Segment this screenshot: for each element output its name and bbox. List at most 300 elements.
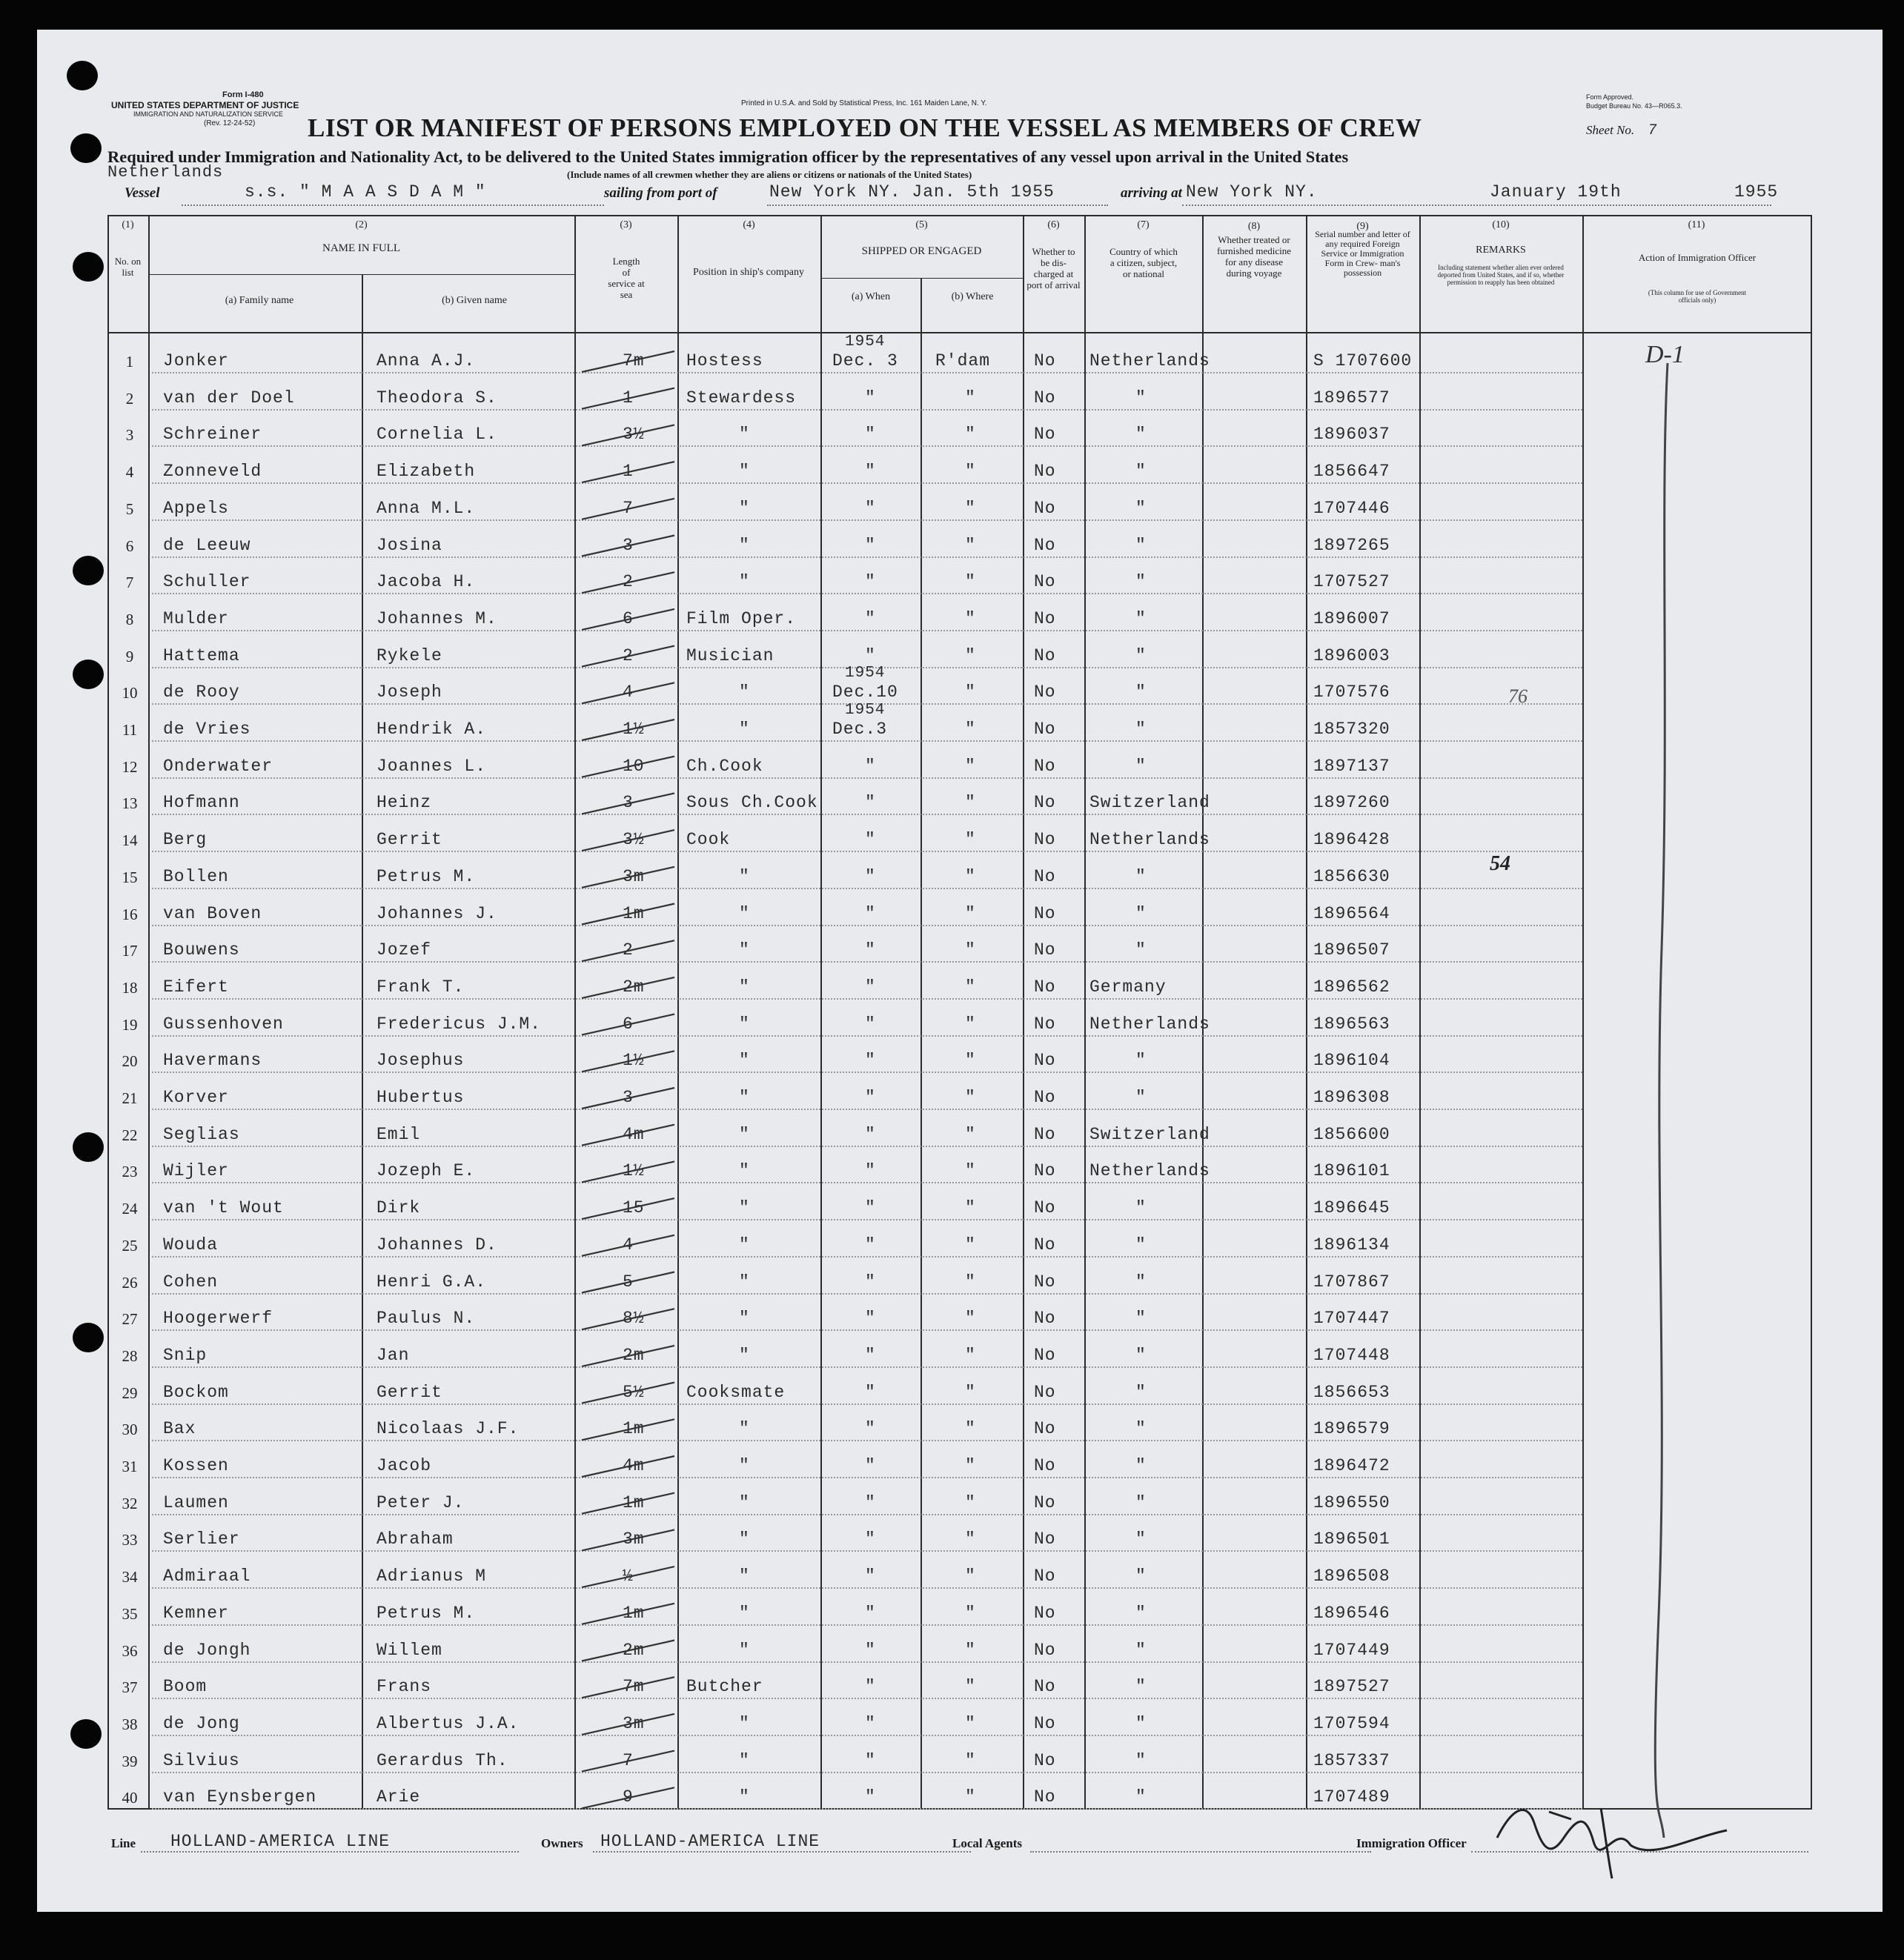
cell-discharge: No — [1034, 1088, 1056, 1107]
remark-76: 76 — [1508, 685, 1527, 707]
manifest-sheet: Form I-480 UNITED STATES DEPARTMENT OF JUSTICE IMMIGRATION AND NATURALIZATION SERVICE (Rev. 12-24-52) Printed in U.S.A. and Sold by Statistical Press, Inc. 161 Maiden Lane, N. Y. Form Approved. Budget Bureau No. 43—R065.3. LIST OR MANIFEST OF PERSONS EMPLOYED ON THE VESSEL AS MEMBERS OF CREW Sheet No. 7 Required under Immigration and Nationality Act, to be delivered to the United States immigration officer by the representatives of any vessel upon arrival in the United States (Include names of all crewmen whether they are aliens or citizens or nationals of the United States) Netherlands Vessel s.s. " M A A S D A M " sailing from port of New York NY. Jan. 5th 1955 arriving at New York NY. January 19th 1955 (1) No. on list (2) NAME IN FULL (a) Family name (b) Given name (3) Length of service at sea (4) Position in ship's company (5) SHIPPED OR ENGAGED (a) When (b) Where (6) Whether to be dis- charged at port of arrival (7) Country of which a citizen, subject, or national (8) Whether treated or furnished medicine for any disease during voyage (9) Serial number and letter of any required Foreign Service or Immigration Form in Crew- man's possession (10) REMARKS Including statement whether alien ever ordered deported from United States, and if so, whether permission to reapply has been obtained (11) Action of Immigration Officer (This column for use of Government officials only) 1 Jonker Anna A.J. 7m Hostess Dec. 3 R'dam No Netherlands S 1707600 1954 2 van der Doel Theodora S. 1 Stewardess " " No " 1896577 3 Schreiner Cornelia L. 3½ " " " No " 1896037 4 Zonneveld Elizabeth 1 " " " No " 1856647 5 Appels Anna M.L. 7 " " " No " 1707446 6 de Leeuw Josina 3 " " " No " 1897265 7 Schuller Jacoba H. 2 " " " No " 1707527 8 Mulder Johannes M. 6 Film Oper. " " No " 1896007 9 Hattema Rykele 2 Musician " " No " 1896003 10 de Rooy Joseph 4 " Dec.10 " No " 1707576 1954 11 de Vries Hendrik A. 1½ " Dec.3 " No " 1857320 1954 12 Onderwater Joannes L. 10 Ch.Cook " " No " 1897137 13 Hofmann Heinz 3 Sous Ch.Cook " " No Switzerland 1897260 14 Berg Gerrit 3½ Cook " " No Netherlands 1896428 15 Bollen Petrus M. 3m " " " No " 1856630 16 van Boven Johannes J. 1m " " " No " 1896564 17 Bouwens Jozef 2 " " " No " 1896507 18 Eifert Frank T. 2m " " " No Germany 1896562 19 Gussenhoven Fredericus J.M. 6 " " " No Netherlands 1896563 20 Havermans Josephus 1½ " " " No " 1896104 21 Korver Hubertus 3 " " " No " 1896308 22 Seglias Emil 4m " " " No Switzerland 1856600 23 Wijler Jozeph E. 1½ " " " No Netherlands 1896101 24 van 't Wout Dirk 15 " " " No " 1896645 25 Wouda Johannes D. 4 " " " No " 1896134 26 Cohen Henri G.A. 5 " " " No " 1707867 27 Hoogerwerf Paulus N. 8½ " " " No " 1707447 28 Snip Jan 2m " " " No " 1707448 29 Bockom Gerrit 5½ Cooksmate " " No " 1856653 30 Bax Nicolaas J.F. 1m " " " No " 1896579 31 Kossen Jacob 4m " " " No " 1896472 32 Laumen Peter J. 1m " " " No " 1896550 33 Serlier Abraham 3m " " " No " 1896501 34 Admiraal Adrianus M ½ " " " No " 1896508 35 Kemner Petrus M. 1m " " " No " 1896546 36 de Jongh Willem 2m " " " No " 1707449 37 Boom Frans 7m Butcher " " No " 1897527 38 de Jong Albertus J.A. 3m " " " No " 1707594 39 Silvius Gerardus Th. 7 " " " No " 1857337 40 van Eynsbergen Arie 9 " " " No " 1707489 D-1 76 54 Line HOLLAND-AMERICA LINE Owners HOLLAND-AMERICA LINE Local Agents Immigration Officer — [37, 30, 1883, 1912]
cell-when: " — [865, 1382, 876, 1402]
form-revision: (Rev. 12-24-52) — [204, 119, 256, 127]
cell-given: Rykele — [377, 645, 442, 665]
cell-length: 3m — [623, 1713, 645, 1733]
printer-credit: Printed in U.S.A. and Sold by Statistical Press, Inc. 161 Maiden Lane, N. Y. — [741, 99, 987, 107]
cell-serial: 1707449 — [1313, 1640, 1390, 1660]
row-number: 23 — [122, 1163, 138, 1181]
row-number: 10 — [122, 684, 138, 702]
cell-family: Hattema — [163, 645, 240, 665]
row-number: 20 — [122, 1052, 138, 1071]
cell-serial: 1707594 — [1313, 1713, 1390, 1733]
cell-when: " — [865, 1088, 876, 1107]
cell-country: " — [1135, 1051, 1147, 1071]
cell-given: Hubertus — [377, 1088, 465, 1107]
cell-length: 5½ — [623, 1382, 645, 1402]
col-header-given: (b) Given name — [442, 295, 507, 306]
cell-position: " — [739, 1309, 750, 1329]
cell-discharge: No — [1034, 940, 1056, 960]
cell-country: " — [1135, 1677, 1147, 1697]
service-name: IMMIGRATION AND NATURALIZATION SERVICE — [133, 110, 283, 118]
cell-country: " — [1135, 425, 1147, 445]
cell-where: " — [965, 498, 976, 518]
cell-country: " — [1135, 1529, 1147, 1549]
row-number: 9 — [125, 647, 134, 665]
cell-given: Cornelia L. — [377, 425, 497, 445]
cell-family: Cohen — [163, 1272, 219, 1292]
cell-where: R'dam — [935, 351, 991, 371]
cell-when: " — [865, 1198, 876, 1218]
cell-serial: 1896037 — [1313, 425, 1390, 445]
col-header-medicine: Whether treated or furnished medicine for any disease during voyage — [1217, 234, 1291, 279]
cell-where: " — [965, 1456, 976, 1475]
cell-position: " — [739, 1014, 750, 1034]
cell-where: " — [965, 388, 976, 408]
cell-discharge: No — [1034, 756, 1056, 776]
cell-position: Film Oper. — [686, 608, 797, 628]
length-tick — [582, 1529, 674, 1550]
cell-where: " — [965, 608, 976, 628]
cell-discharge: No — [1034, 1382, 1056, 1402]
length-tick — [582, 1161, 674, 1182]
cell-family: Bouwens — [163, 940, 240, 960]
col-header-family: (a) Family name — [225, 295, 294, 306]
cell-when-year: 1954 — [845, 333, 886, 351]
cell-given: Gerardus Th. — [377, 1750, 508, 1770]
cell-given: Hendrik A. — [377, 720, 487, 739]
sheet-number: 7 — [1648, 122, 1658, 139]
cell-country: " — [1135, 535, 1147, 555]
row-number: 21 — [122, 1089, 138, 1107]
cell-discharge: No — [1034, 1750, 1056, 1770]
length-tick — [582, 1677, 674, 1698]
length-tick — [582, 1419, 674, 1440]
row-number: 22 — [122, 1126, 138, 1144]
row-number: 3 — [125, 426, 134, 445]
row-number: 33 — [122, 1531, 138, 1549]
cell-country: " — [1135, 1088, 1147, 1107]
cell-where: " — [965, 1088, 976, 1107]
cell-position: " — [739, 1235, 750, 1255]
cell-where: " — [965, 1309, 976, 1329]
cell-position: Sous Ch.Cook — [686, 793, 818, 813]
cell-family: Boom — [163, 1677, 208, 1697]
length-tick — [582, 1714, 674, 1735]
col-header-no: No. on list — [114, 256, 142, 278]
cell-serial: 1896472 — [1313, 1456, 1390, 1475]
cell-serial: 1856653 — [1313, 1382, 1390, 1402]
cell-family: Jonker — [163, 351, 229, 371]
cell-given: Johannes J. — [377, 903, 497, 923]
cell-country: " — [1135, 866, 1147, 886]
cell-family: Havermans — [163, 1051, 262, 1071]
length-tick — [582, 1088, 674, 1109]
length-tick — [582, 867, 674, 888]
cell-serial: 1896101 — [1313, 1161, 1390, 1181]
row-number: 1 — [125, 353, 134, 371]
cell-discharge: No — [1034, 1309, 1056, 1329]
cell-when: " — [865, 1419, 876, 1439]
cell-length: 7 — [623, 498, 634, 518]
cell-position: Ch.Cook — [686, 756, 763, 776]
col-header-action-note: (This column for use of Government officials only) — [1648, 289, 1747, 304]
row-number: 38 — [122, 1715, 138, 1733]
cell-when: " — [865, 462, 876, 482]
cell-discharge: No — [1034, 903, 1056, 923]
officer-signature — [1482, 1793, 1764, 1882]
cell-family: Seglias — [163, 1124, 240, 1144]
cell-country: Netherlands — [1089, 1014, 1210, 1034]
cell-family: de Rooy — [163, 682, 240, 702]
cell-discharge: No — [1034, 830, 1056, 850]
cell-length: 7 — [623, 1750, 634, 1770]
col-header-length: Length of service at sea — [608, 256, 645, 300]
cell-position: " — [739, 1567, 750, 1587]
cell-when: " — [865, 388, 876, 408]
cell-position: " — [739, 1272, 750, 1292]
cell-position: Butcher — [686, 1677, 763, 1697]
cell-family: de Jongh — [163, 1640, 251, 1660]
cell-when: " — [865, 1677, 876, 1697]
cell-discharge: No — [1034, 608, 1056, 628]
cell-length: 3m — [623, 866, 645, 886]
cell-country: " — [1135, 1345, 1147, 1365]
cell-country: " — [1135, 1492, 1147, 1512]
cell-when: " — [865, 1345, 876, 1365]
cell-serial: 1707447 — [1313, 1309, 1390, 1329]
cell-family: Kemner — [163, 1603, 229, 1623]
cell-family: van der Doel — [163, 388, 295, 408]
row-number: 31 — [122, 1458, 138, 1475]
cell-serial: 1896562 — [1313, 977, 1390, 997]
cell-position: " — [739, 1051, 750, 1071]
cell-discharge: No — [1034, 1603, 1056, 1623]
cell-length: 1m — [623, 1419, 645, 1439]
cell-serial: 1707576 — [1313, 682, 1390, 702]
cell-where: " — [965, 1272, 976, 1292]
length-tick — [582, 1751, 674, 1772]
cell-family: Appels — [163, 498, 229, 518]
cell-length: 5 — [623, 1272, 634, 1292]
cell-when: " — [865, 1235, 876, 1255]
cell-family: Gussenhoven — [163, 1014, 284, 1034]
cell-discharge: No — [1034, 1345, 1056, 1365]
cell-where: " — [965, 940, 976, 960]
cell-position: " — [739, 720, 750, 739]
cell-length: 1½ — [623, 1051, 645, 1071]
cell-where: " — [965, 756, 976, 776]
cell-length: 9 — [623, 1787, 634, 1807]
cell-when-year: 1954 — [845, 665, 886, 682]
cell-when: " — [865, 1787, 876, 1807]
cell-discharge: No — [1034, 1713, 1056, 1733]
length-tick — [582, 682, 674, 703]
length-tick — [582, 904, 674, 925]
cell-length: 4 — [623, 682, 634, 702]
cell-serial: 1897137 — [1313, 756, 1390, 776]
cell-where: " — [965, 1161, 976, 1181]
length-tick — [582, 940, 674, 961]
cell-given: Fredericus J.M. — [377, 1014, 542, 1034]
cell-when: Dec.10 — [832, 682, 898, 702]
length-tick — [582, 1125, 674, 1146]
cell-where: " — [965, 1677, 976, 1697]
vessel-label: Vessel — [125, 185, 160, 201]
cell-family: Bax — [163, 1419, 196, 1439]
cell-position: " — [739, 1750, 750, 1770]
cell-discharge: No — [1034, 866, 1056, 886]
length-tick — [582, 462, 674, 482]
cell-discharge: No — [1034, 645, 1056, 665]
cell-family: Schuller — [163, 572, 251, 592]
cell-discharge: No — [1034, 1014, 1056, 1034]
cell-position: " — [739, 1787, 750, 1807]
cell-serial: 1896645 — [1313, 1198, 1390, 1218]
cell-family: Serlier — [163, 1529, 240, 1549]
cell-where: " — [965, 720, 976, 739]
cell-discharge: No — [1034, 1677, 1056, 1697]
col-header-name: NAME IN FULL — [322, 242, 400, 254]
cell-serial: 1857320 — [1313, 720, 1390, 739]
cell-length: 8½ — [623, 1309, 645, 1329]
cell-discharge: No — [1034, 682, 1056, 702]
col-header-remarks: REMARKS — [1476, 245, 1526, 256]
cell-discharge: No — [1034, 572, 1056, 592]
cell-country: " — [1135, 1750, 1147, 1770]
action-mark-d1: D-1 — [1645, 341, 1685, 368]
cell-when: " — [865, 1051, 876, 1071]
cell-serial: 1856600 — [1313, 1124, 1390, 1144]
cell-length: 7m — [623, 1677, 645, 1697]
cell-family: Hoogerwerf — [163, 1309, 273, 1329]
row-number: 36 — [122, 1641, 138, 1660]
length-tick — [582, 830, 674, 851]
length-tick — [582, 1014, 674, 1035]
cell-where: " — [965, 425, 976, 445]
cell-where: " — [965, 793, 976, 813]
cell-when: " — [865, 535, 876, 555]
owners-value: HOLLAND-AMERICA LINE — [600, 1832, 820, 1851]
cell-given: Joannes L. — [377, 756, 487, 776]
length-tick-marks — [37, 30, 1883, 1912]
form-approved: Form Approved. — [1586, 93, 1634, 101]
cell-length: 4 — [623, 1235, 634, 1255]
cell-given: Adrianus M — [377, 1567, 487, 1587]
cell-discharge: No — [1034, 720, 1056, 739]
cell-country: " — [1135, 720, 1147, 739]
cell-given: Frank T. — [377, 977, 465, 997]
length-tick — [582, 609, 674, 630]
row-number: 34 — [122, 1568, 138, 1587]
cell-where: " — [965, 1640, 976, 1660]
cell-country: Netherlands — [1089, 351, 1210, 371]
row-number: 17 — [122, 942, 138, 960]
cell-position: " — [739, 1198, 750, 1218]
cell-where: " — [965, 1750, 976, 1770]
cell-position: " — [739, 977, 750, 997]
cell-serial: 1707446 — [1313, 498, 1390, 518]
row-number: 6 — [125, 536, 134, 555]
sailing-label: sailing from port of — [604, 185, 717, 201]
cell-discharge: No — [1034, 793, 1056, 813]
sheet-label-text: Sheet No. — [1586, 123, 1635, 137]
row-number: 37 — [122, 1678, 138, 1697]
col-header-remarks-note: Including statement whether alien ever ordered deported from United States, and if so, whether permission to reapply has been obtained — [1437, 264, 1565, 286]
cell-family: van Eynsbergen — [163, 1787, 317, 1807]
cell-serial: S 1707600 — [1313, 351, 1413, 371]
remark-54: 54 — [1490, 852, 1510, 875]
cell-family: Hofmann — [163, 793, 240, 813]
cell-discharge: No — [1034, 498, 1056, 518]
cell-country: Switzerland — [1089, 1124, 1210, 1144]
cell-when: " — [865, 1161, 876, 1181]
row-number: 5 — [125, 499, 134, 518]
cell-length: 2 — [623, 940, 634, 960]
cell-country: Germany — [1089, 977, 1167, 997]
cell-country: " — [1135, 1713, 1147, 1733]
cell-position: " — [739, 1529, 750, 1549]
cell-length: 2 — [623, 645, 634, 665]
cell-when: " — [865, 1014, 876, 1034]
cell-given: Frans — [377, 1677, 432, 1697]
cell-given: Elizabeth — [377, 462, 476, 482]
cell-where: " — [965, 535, 976, 555]
cell-country: " — [1135, 1456, 1147, 1475]
cell-length: 7m — [623, 351, 645, 371]
cell-country: Switzerland — [1089, 793, 1210, 813]
cell-discharge: No — [1034, 977, 1056, 997]
cell-when: " — [865, 866, 876, 886]
col-header-country: Country of which a citizen, subject, or national — [1109, 246, 1178, 279]
cell-where: " — [965, 572, 976, 592]
row-number: 4 — [125, 463, 134, 482]
row-number: 26 — [122, 1273, 138, 1292]
cell-length: 4m — [623, 1124, 645, 1144]
cell-where: " — [965, 1787, 976, 1807]
cell-length: 6 — [623, 1014, 634, 1034]
length-tick — [582, 351, 674, 372]
arriving-label: arriving at — [1121, 185, 1182, 201]
line-label: Line — [111, 1836, 136, 1850]
arriving-at: New York NY. — [1186, 182, 1318, 202]
cell-length: 4m — [623, 1456, 645, 1475]
cell-discharge: No — [1034, 1272, 1056, 1292]
length-tick — [582, 1493, 674, 1514]
cell-position: " — [739, 682, 750, 702]
cell-position: " — [739, 1456, 750, 1475]
cell-length: 3m — [623, 1529, 645, 1549]
cell-position: " — [739, 1419, 750, 1439]
cell-given: Dirk — [377, 1198, 421, 1218]
cell-discharge: No — [1034, 1787, 1056, 1807]
length-tick — [582, 1604, 674, 1624]
cell-discharge: No — [1034, 351, 1056, 371]
cell-when: " — [865, 645, 876, 665]
cell-family: Silvius — [163, 1750, 240, 1770]
cell-given: Willem — [377, 1640, 442, 1660]
row-number: 2 — [125, 389, 134, 408]
arrival-year: 1955 — [1734, 182, 1779, 202]
cell-family: Onderwater — [163, 756, 273, 776]
cell-country: " — [1135, 1787, 1147, 1807]
cell-country: Netherlands — [1089, 1161, 1210, 1181]
cell-where: " — [965, 1382, 976, 1402]
length-tick — [582, 793, 674, 814]
cell-length: 3½ — [623, 830, 645, 850]
cell-given: Jan — [377, 1345, 410, 1365]
cell-discharge: No — [1034, 1124, 1056, 1144]
cell-family: Snip — [163, 1345, 208, 1365]
cell-country: " — [1135, 1419, 1147, 1439]
length-tick — [582, 977, 674, 998]
cell-position: " — [739, 903, 750, 923]
cell-country: " — [1135, 608, 1147, 628]
cell-country: " — [1135, 903, 1147, 923]
cell-given: Theodora S. — [377, 388, 497, 408]
row-number: 7 — [125, 574, 134, 592]
vessel-name: s.s. " M A A S D A M " — [245, 182, 486, 202]
cell-when: " — [865, 1603, 876, 1623]
cell-country: " — [1135, 572, 1147, 592]
cell-discharge: No — [1034, 1567, 1056, 1587]
cell-family: Laumen — [163, 1492, 229, 1512]
cell-family: Admiraal — [163, 1567, 251, 1587]
cell-when: " — [865, 977, 876, 997]
cell-serial: 1896428 — [1313, 830, 1390, 850]
cell-where: " — [965, 1235, 976, 1255]
cell-discharge: No — [1034, 388, 1056, 408]
cell-length: 10 — [623, 756, 645, 776]
col-header-discharge: Whether to be dis- charged at port of arrival — [1026, 246, 1081, 290]
cell-country: " — [1135, 940, 1147, 960]
cell-family: de Leeuw — [163, 535, 251, 555]
cell-position: " — [739, 535, 750, 555]
cell-serial: 1896564 — [1313, 903, 1390, 923]
cell-where: " — [965, 462, 976, 482]
cell-given: Anna M.L. — [377, 498, 476, 518]
cell-when: " — [865, 793, 876, 813]
department-name: UNITED STATES DEPARTMENT OF JUSTICE — [111, 100, 299, 110]
length-tick — [582, 425, 674, 445]
owners-label: Owners — [541, 1836, 583, 1850]
cell-discharge: No — [1034, 535, 1056, 555]
cell-family: Wouda — [163, 1235, 219, 1255]
cell-position: " — [739, 572, 750, 592]
cell-length: 3 — [623, 1088, 634, 1107]
cell-when: " — [865, 572, 876, 592]
cell-position: Cooksmate — [686, 1382, 786, 1402]
cell-where: " — [965, 903, 976, 923]
cell-country: " — [1135, 1235, 1147, 1255]
cell-length: 2m — [623, 1345, 645, 1365]
cell-serial: 1856630 — [1313, 866, 1390, 886]
cell-country: " — [1135, 1603, 1147, 1623]
cell-serial: 1896134 — [1313, 1235, 1390, 1255]
cell-position: " — [739, 1713, 750, 1733]
length-tick — [582, 720, 674, 740]
cell-length: 1 — [623, 388, 634, 408]
row-number: 25 — [122, 1236, 138, 1255]
row-number: 15 — [122, 868, 138, 886]
cell-when: " — [865, 756, 876, 776]
cell-country: " — [1135, 1309, 1147, 1329]
cell-where: " — [965, 1014, 976, 1034]
cell-where: " — [965, 1713, 976, 1733]
cell-when: " — [865, 498, 876, 518]
cell-when: " — [865, 1492, 876, 1512]
cell-given: Petrus M. — [377, 866, 476, 886]
